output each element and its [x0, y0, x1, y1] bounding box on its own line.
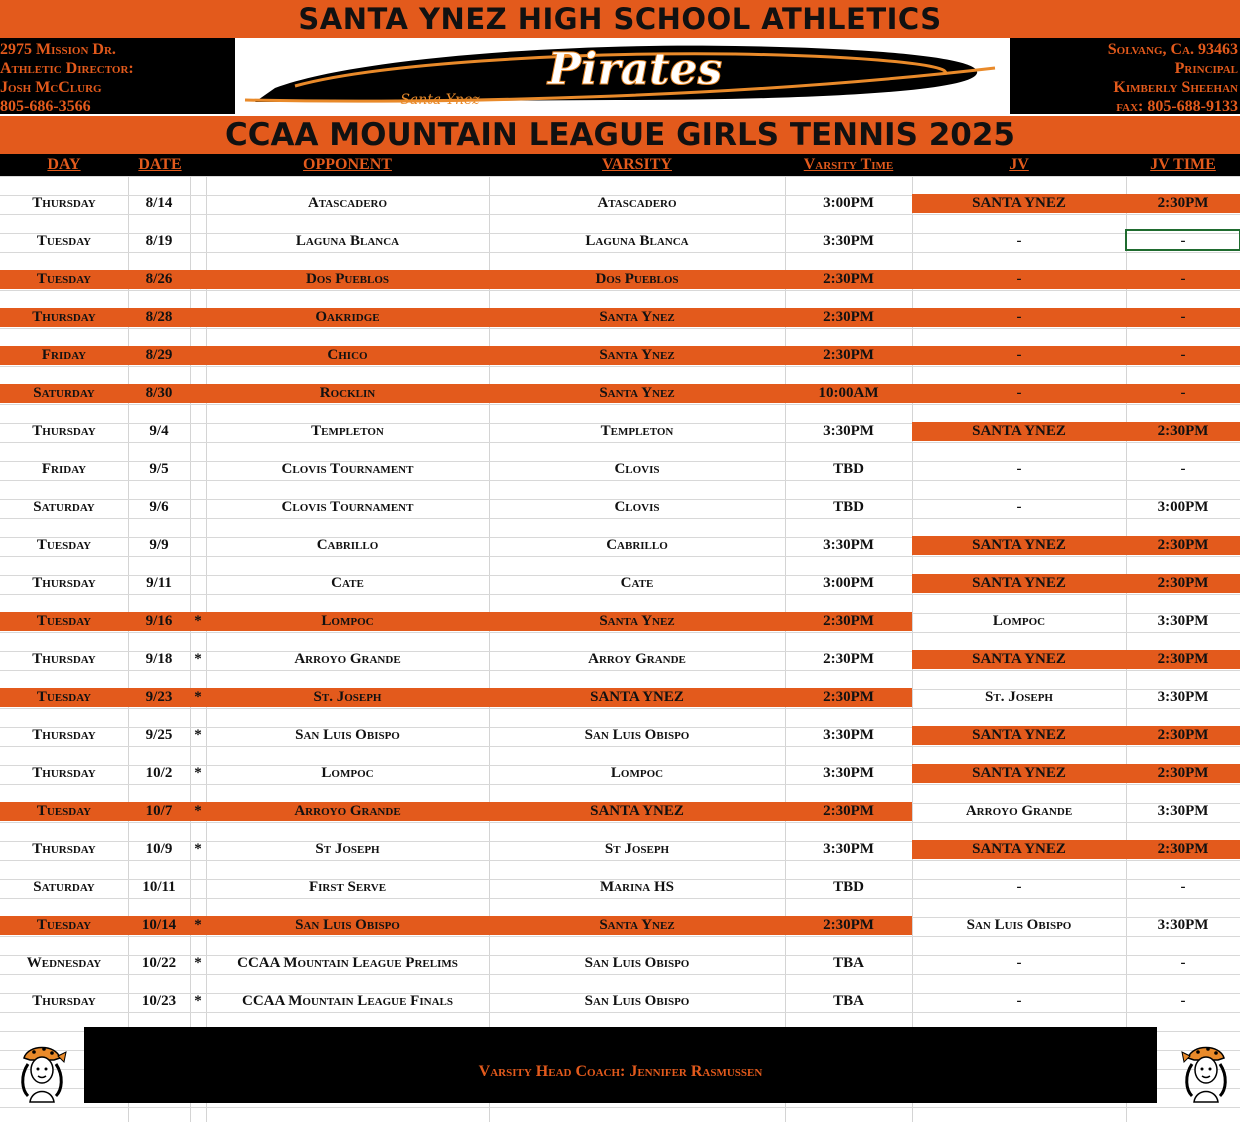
cell-jvtime[interactable]: 3:30PM — [1157, 803, 1209, 819]
cell-day[interactable]: Tuesday — [36, 537, 92, 553]
schedule-row — [0, 308, 1240, 327]
header-opponent: OPPONENT — [303, 156, 392, 173]
cell-vtime[interactable]: 2:30PM — [823, 651, 874, 667]
cell-varsity[interactable]: San Luis Obispo — [584, 955, 690, 971]
cell-star[interactable] — [190, 878, 206, 897]
cell-varsity[interactable]: SANTA YNEZ — [590, 803, 684, 819]
cell-star[interactable]: * — [194, 765, 202, 781]
cell-vtime[interactable]: 3:30PM — [823, 727, 874, 743]
schedule-row — [0, 422, 1240, 441]
cell-star[interactable]: * — [194, 727, 202, 743]
cell-varsity[interactable]: St Joseph — [604, 841, 670, 857]
cell-date[interactable]: 9/4 — [149, 423, 169, 439]
cell-opponent[interactable]: CCAA Mountain League Prelims — [237, 955, 458, 971]
cell-jvtime[interactable]: 2:30PM — [1157, 195, 1209, 211]
cell-day[interactable]: Tuesday — [36, 689, 92, 705]
cell-vtime[interactable]: 2:30PM — [823, 309, 874, 325]
cell-opponent[interactable]: Clovis Tournament — [281, 499, 414, 515]
cell-vtime[interactable]: 2:30PM — [823, 917, 874, 933]
cell-jv[interactable]: - — [1016, 271, 1022, 287]
cell-opponent[interactable]: Arroyo Grande — [294, 651, 401, 667]
cell-varsity[interactable]: Santa Ynez — [599, 917, 675, 933]
schedule-row — [0, 384, 1240, 403]
cell-opponent[interactable]: Oakridge — [315, 309, 380, 325]
cell-opponent[interactable]: CCAA Mountain League Finals — [242, 993, 453, 1009]
cell-date[interactable]: 8/30 — [145, 385, 173, 401]
cell-jvtime[interactable]: 2:30PM — [1157, 727, 1209, 743]
cell-date[interactable]: 10/11 — [142, 879, 176, 895]
cell-day[interactable]: Tuesday — [36, 803, 92, 819]
cell-jvtime[interactable]: 2:30PM — [1157, 423, 1209, 439]
schedule-row — [0, 194, 1240, 213]
schedule-row — [0, 764, 1240, 783]
mascot-left-icon — [14, 1040, 70, 1104]
cell-day[interactable]: Saturday — [33, 879, 95, 895]
cell-date[interactable]: 9/18 — [145, 651, 173, 667]
cell-day[interactable]: Thursday — [32, 423, 96, 439]
cell-star[interactable] — [190, 498, 206, 517]
cell-opponent[interactable]: Cate — [331, 575, 364, 591]
cell-date[interactable]: 9/23 — [145, 689, 173, 705]
cell-date[interactable]: 8/26 — [145, 271, 173, 287]
cell-date[interactable]: 8/28 — [145, 309, 173, 325]
cell-star[interactable]: * — [194, 993, 202, 1009]
cell-date[interactable]: 10/22 — [141, 955, 177, 971]
cell-jvtime[interactable]: 3:30PM — [1157, 689, 1209, 705]
cell-opponent[interactable]: Rocklin — [319, 385, 376, 401]
athletic-director-label: Athletic Director: — [0, 60, 134, 77]
mascot-right-icon — [1178, 1040, 1234, 1104]
cell-vtime[interactable]: TBA — [833, 955, 864, 971]
school-contact-left — [0, 40, 134, 116]
head-coach: Varsity Head Coach: Jennifer Rasmussen — [478, 1063, 763, 1080]
cell-varsity[interactable]: Lompoc — [610, 765, 664, 781]
phone-number: 805-686-3566 — [0, 98, 91, 115]
cell-opponent[interactable]: Atascadero — [307, 195, 388, 211]
cell-opponent[interactable]: St Joseph — [315, 841, 380, 857]
cell-jvtime[interactable]: - — [1180, 271, 1186, 287]
cell-jv[interactable]: - — [1016, 347, 1022, 363]
column-header-row — [0, 154, 1240, 176]
cell-day[interactable]: Thursday — [32, 727, 96, 743]
cell-vtime[interactable]: TBD — [833, 461, 864, 477]
cell-varsity[interactable]: San Luis Obispo — [584, 993, 690, 1009]
cell-star[interactable] — [190, 574, 206, 593]
cell-vtime[interactable]: 3:30PM — [823, 537, 874, 553]
schedule-row — [0, 916, 1240, 935]
cell-vtime[interactable]: 2:30PM — [823, 689, 874, 705]
schedule-row — [0, 346, 1240, 365]
cell-jv[interactable]: SANTA YNEZ — [972, 575, 1066, 591]
cell-vtime[interactable]: TBD — [833, 499, 864, 515]
cell-jv[interactable]: - — [1016, 461, 1022, 477]
cell-jvtime[interactable]: - — [1180, 347, 1186, 363]
cell-star[interactable]: * — [194, 651, 202, 667]
cell-star[interactable] — [190, 194, 206, 213]
cell-day[interactable]: Thursday — [32, 841, 96, 857]
cell-vtime[interactable]: 2:30PM — [823, 613, 874, 629]
cell-jv[interactable]: SANTA YNEZ — [972, 423, 1066, 439]
pirates-logo — [235, 38, 1010, 114]
cell-varsity[interactable]: Marina HS — [600, 879, 674, 895]
cell-jv[interactable]: - — [1016, 955, 1022, 971]
cell-varsity[interactable]: Arroy Grande — [588, 651, 686, 667]
cell-jvtime[interactable]: 2:30PM — [1157, 537, 1209, 553]
cell-jv[interactable]: SANTA YNEZ — [972, 765, 1066, 781]
cell-vtime[interactable]: 3:30PM — [823, 233, 874, 249]
cell-star[interactable]: * — [194, 917, 202, 933]
cell-date[interactable]: 10/7 — [145, 803, 173, 819]
cell-star[interactable]: * — [194, 841, 202, 857]
cell-jv[interactable]: Lompoc — [992, 613, 1046, 629]
cell-star[interactable]: * — [194, 689, 202, 705]
cell-varsity[interactable]: Santa Ynez — [599, 385, 675, 401]
cell-jvtime[interactable]: 3:00PM — [1157, 499, 1209, 515]
cell-varsity[interactable]: Clovis — [614, 499, 660, 515]
cell-varsity[interactable]: SANTA YNEZ — [590, 689, 684, 705]
cell-jvtime[interactable]: - — [1180, 385, 1186, 401]
cell-vtime[interactable]: 3:00PM — [823, 195, 874, 211]
schedule-row — [0, 992, 1240, 1011]
selected-cell[interactable] — [1125, 229, 1240, 251]
cell-jv[interactable]: SANTA YNEZ — [972, 195, 1066, 211]
cell-day[interactable]: Friday — [41, 461, 87, 477]
cell-varsity[interactable]: Santa Ynez — [599, 613, 675, 629]
cell-jvtime[interactable]: - — [1180, 461, 1186, 477]
cell-varsity[interactable]: San Luis Obispo — [584, 727, 690, 743]
cell-opponent[interactable]: Cabrillo — [316, 537, 379, 553]
cell-opponent[interactable]: San Luis Obispo — [295, 727, 400, 743]
cell-jv[interactable]: - — [1016, 879, 1022, 895]
cell-jv[interactable]: San Luis Obispo — [966, 917, 1072, 933]
cell-jv[interactable]: - — [1016, 233, 1022, 249]
cell-opponent[interactable]: Templeton — [311, 423, 384, 439]
logo-subtext: Santa Ynez — [400, 92, 480, 108]
cell-vtime[interactable]: 3:30PM — [823, 765, 874, 781]
schedule-row — [0, 460, 1240, 479]
header-date: DATE — [138, 156, 182, 173]
cell-date[interactable]: 9/16 — [145, 613, 173, 629]
cell-jv[interactable]: St. Joseph — [985, 689, 1053, 705]
cell-date[interactable]: 9/5 — [149, 461, 169, 477]
cell-jv[interactable]: - — [1016, 309, 1022, 325]
city-line: Solvang, Ca. 93463 — [1107, 41, 1238, 58]
cell-opponent[interactable]: St. Joseph — [313, 689, 382, 705]
cell-day[interactable]: Thursday — [32, 993, 96, 1009]
schedule-row — [0, 650, 1240, 669]
address-line: 2975 Mission Dr. — [0, 41, 116, 58]
fax-number: fax: 805-688-9133 — [1116, 98, 1238, 115]
cell-date[interactable]: 8/29 — [145, 347, 173, 363]
cell-star[interactable] — [190, 308, 206, 327]
cell-day[interactable]: Thursday — [32, 195, 96, 211]
cell-day[interactable]: Saturday — [33, 385, 95, 401]
cell-vtime[interactable]: 2:30PM — [823, 347, 874, 363]
cell-date[interactable]: 10/23 — [141, 993, 177, 1009]
schedule-row — [0, 878, 1240, 897]
schedule-row — [0, 270, 1240, 289]
header-jv-time: JV TIME — [1150, 156, 1216, 173]
cell-jvtime[interactable]: - — [1180, 879, 1186, 895]
header-varsity-time: Varsity Time — [803, 156, 894, 173]
cell-vtime[interactable]: 2:30PM — [823, 803, 874, 819]
cell-date[interactable]: 10/14 — [141, 917, 177, 933]
cell-jv[interactable]: SANTA YNEZ — [972, 537, 1066, 553]
cell-jv[interactable]: SANTA YNEZ — [972, 651, 1066, 667]
cell-date[interactable]: 9/9 — [149, 537, 169, 553]
cell-day[interactable]: Thursday — [32, 575, 96, 591]
cell-star[interactable] — [190, 384, 206, 403]
cell-jv[interactable]: - — [1016, 499, 1022, 515]
cell-opponent[interactable]: Arroyo Grande — [294, 803, 401, 819]
league-title: CCAA MOUNTAIN LEAGUE GIRLS TENNIS 2025 — [0, 116, 1240, 154]
cell-star[interactable] — [190, 232, 206, 251]
cell-vtime[interactable]: 10:00AM — [818, 385, 879, 401]
cell-jvtime[interactable]: - — [1180, 993, 1186, 1009]
schedule-row — [0, 574, 1240, 593]
cell-opponent[interactable]: First Serve — [308, 879, 387, 895]
schedule-row — [0, 536, 1240, 555]
cell-star[interactable]: * — [194, 803, 202, 819]
schedule-row — [0, 232, 1240, 251]
cell-day[interactable]: Tuesday — [36, 271, 92, 287]
cell-day[interactable]: Tuesday — [36, 233, 92, 249]
cell-jvtime[interactable]: 2:30PM — [1157, 765, 1209, 781]
cell-date[interactable]: 8/19 — [145, 233, 173, 249]
cell-jvtime[interactable]: 3:30PM — [1157, 613, 1209, 629]
schedule-row — [0, 954, 1240, 973]
logo-text: Pirates — [547, 44, 723, 95]
cell-day[interactable]: Thursday — [32, 651, 96, 667]
cell-varsity[interactable]: Atascadero — [597, 195, 677, 211]
cell-jv[interactable]: Arroyo Grande — [965, 803, 1073, 819]
cell-vtime[interactable]: 3:00PM — [823, 575, 874, 591]
cell-varsity[interactable]: Templeton — [600, 423, 674, 439]
schedule-row — [0, 840, 1240, 859]
cell-opponent[interactable]: Dos Pueblos — [305, 271, 390, 287]
cell-date[interactable]: 10/2 — [145, 765, 173, 781]
cell-jvtime[interactable]: - — [1180, 309, 1186, 325]
cell-jv[interactable]: - — [1016, 385, 1022, 401]
cell-varsity[interactable]: Santa Ynez — [599, 309, 675, 325]
cell-varsity[interactable]: Cabrillo — [606, 537, 668, 553]
cell-star[interactable]: * — [194, 955, 202, 971]
schedule-row — [0, 498, 1240, 517]
cell-varsity[interactable]: Cate — [620, 575, 654, 591]
cell-star[interactable] — [190, 460, 206, 479]
cell-opponent[interactable]: San Luis Obispo — [295, 917, 400, 933]
cell-opponent[interactable]: Lompoc — [321, 613, 374, 629]
cell-jvtime[interactable]: 3:30PM — [1157, 917, 1209, 933]
cell-vtime[interactable]: 3:30PM — [823, 841, 874, 857]
cell-day[interactable]: Thursday — [32, 309, 96, 325]
school-contact-right — [1108, 40, 1238, 116]
cell-star[interactable] — [190, 270, 206, 289]
cell-varsity[interactable]: Santa Ynez — [599, 347, 675, 363]
cell-opponent[interactable]: Lompoc — [321, 765, 374, 781]
cell-opponent[interactable]: Chico — [327, 347, 368, 363]
cell-vtime[interactable]: TBA — [833, 993, 864, 1009]
cell-date[interactable]: 8/14 — [145, 195, 173, 211]
schedule-row — [0, 726, 1240, 745]
cell-day[interactable]: Tuesday — [36, 917, 92, 933]
header-jv: JV — [1009, 156, 1029, 173]
cell-jv[interactable]: SANTA YNEZ — [972, 727, 1066, 743]
cell-jvtime[interactable]: - — [1180, 955, 1186, 971]
cell-opponent[interactable]: Clovis Tournament — [281, 461, 414, 477]
cell-star[interactable] — [190, 536, 206, 555]
cell-day[interactable]: Tuesday — [36, 613, 92, 629]
cell-star[interactable] — [190, 422, 206, 441]
cell-day[interactable]: Wednesday — [26, 955, 102, 971]
cell-jv[interactable]: SANTA YNEZ — [972, 841, 1066, 857]
cell-varsity[interactable]: Laguna Blanca — [585, 233, 689, 249]
principal-name: Kimberly Sheehan — [1113, 79, 1238, 96]
cell-day[interactable]: Friday — [41, 347, 87, 363]
schedule-row — [0, 612, 1240, 631]
cell-vtime[interactable]: TBD — [833, 879, 864, 895]
principal-label: Principal — [1174, 60, 1238, 77]
cell-star[interactable]: * — [194, 613, 202, 629]
schedule-row — [0, 802, 1240, 821]
cell-opponent[interactable]: Laguna Blanca — [295, 233, 400, 249]
cell-date[interactable]: 9/11 — [146, 575, 172, 591]
header-day: DAY — [47, 156, 81, 173]
schedule-row — [0, 688, 1240, 707]
school-title: SANTA YNEZ HIGH SCHOOL ATHLETICS — [0, 0, 1240, 38]
cell-jvtime[interactable]: 2:30PM — [1157, 841, 1209, 857]
cell-vtime[interactable]: 2:30PM — [823, 271, 874, 287]
cell-date[interactable]: 9/6 — [149, 499, 169, 515]
cell-star[interactable] — [190, 346, 206, 365]
cell-date[interactable]: 10/9 — [145, 841, 173, 857]
cell-day[interactable]: Thursday — [32, 765, 96, 781]
cell-vtime[interactable]: 3:30PM — [823, 423, 874, 439]
cell-jv[interactable]: - — [1016, 993, 1022, 1009]
cell-varsity[interactable]: Clovis — [614, 461, 660, 477]
cell-jvtime[interactable]: 2:30PM — [1157, 651, 1209, 667]
cell-date[interactable]: 9/25 — [145, 727, 173, 743]
cell-day[interactable]: Saturday — [33, 499, 95, 515]
header-varsity: VARSITY — [602, 156, 672, 173]
cell-jvtime[interactable]: - — [1180, 233, 1186, 249]
athletic-director-name: Josh McClurg — [0, 79, 102, 96]
cell-varsity[interactable]: Dos Pueblos — [595, 271, 679, 287]
cell-jvtime[interactable]: 2:30PM — [1157, 575, 1209, 591]
